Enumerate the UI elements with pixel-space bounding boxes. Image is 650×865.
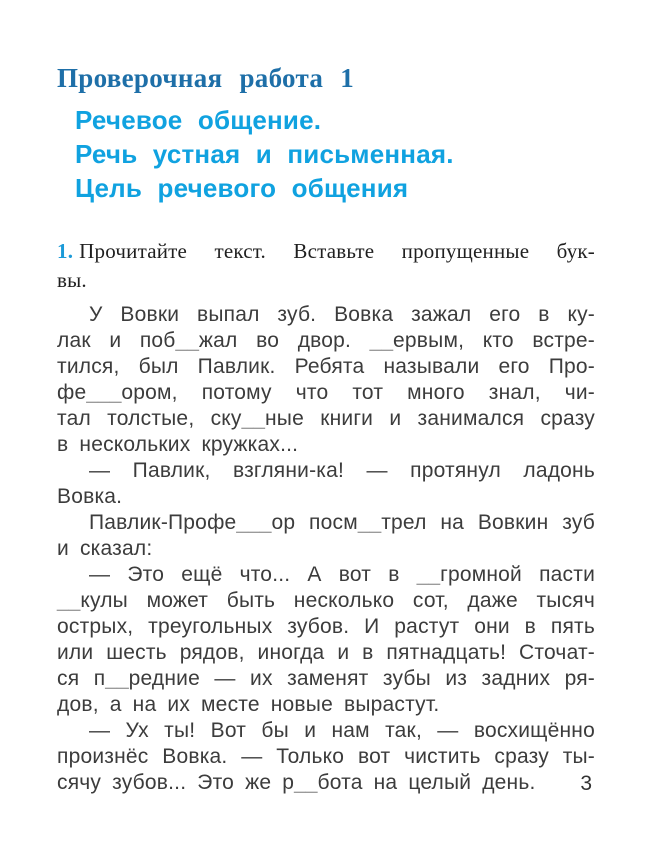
text-line: дов, а на их месте новые вырастут. [57,693,440,716]
lesson-topic-line: Цель речевого общения [75,173,409,203]
text-line: — Ух ты! Вот бы и нам так, — восхищённо [89,719,595,742]
text-line: ся п__редние — их заменят зубы из задних ря- [57,667,595,690]
text-line: — Павлик, взгляни-ка! — протянул ладонь [89,459,595,482]
text-line: __кулы может быть несколько сот, даже тысяч [57,589,595,612]
missing-letter-blank: __ [369,329,394,352]
page-number: 3 [580,772,592,795]
missing-letter-blank: __ [357,511,382,534]
missing-letter-blank: __ [294,771,318,794]
exercise-instruction-text: Прочитайте текст. Вставьте пропущенные бук- [79,239,595,263]
text-line: и сказал: [57,537,153,560]
text-line: У Вовки выпал зуб. Вовка зажал его в ку- [89,303,595,326]
lesson-topic [57,103,595,205]
text-line: фе___ором, потому что тот много знал, чи- [57,381,595,404]
lesson-topic-line: Речь устная и письменная. [75,139,454,169]
text-line: тал толстые, ску__ные книги и занимался сразу [57,407,595,430]
exercise-number: 1. [57,239,74,263]
missing-letter-blank: __ [57,589,81,612]
text-line: сячу зубов... Это же р__бота на целый день. [57,771,536,794]
lesson-topic-line: Речевое общение. [75,105,322,135]
missing-letter-blank: __ [241,407,265,430]
text-line: лак и поб__жал во двор. __ервым, кто встре- [57,329,595,352]
text-line: Павлик-Профе___ор посм__трел на Вовкин зуб [89,511,595,534]
missing-letter-blank: __ [105,667,129,690]
text-line: Вовка. [57,485,123,508]
text-line: тился, был Павлик. Ребята называли его Про- [57,355,595,378]
exercise-instruction-line [57,237,595,266]
exercise-instruction [57,237,595,295]
text-line: острых, треугольных зубов. И растут они в пять [57,615,595,638]
text-line: — Это ещё что... А вот в __громной пасти [89,563,596,586]
exercise-instruction-line: вы. [57,268,87,292]
missing-letter-blank: __ [175,329,199,352]
text-line: или шесть рядов, иногда и в пятнадцать! Сточат- [57,641,595,664]
page-title: Проверочная работа 1 [57,63,355,93]
missing-letter-blank: ___ [86,381,122,404]
story-text [57,302,595,796]
missing-letter-blank: ___ [236,511,272,534]
text-line: в нескольких кружках... [57,433,299,456]
text-line: произнёс Вовка. — Только вот чистить сразу ты- [57,745,595,768]
missing-letter-blank: __ [416,563,441,586]
